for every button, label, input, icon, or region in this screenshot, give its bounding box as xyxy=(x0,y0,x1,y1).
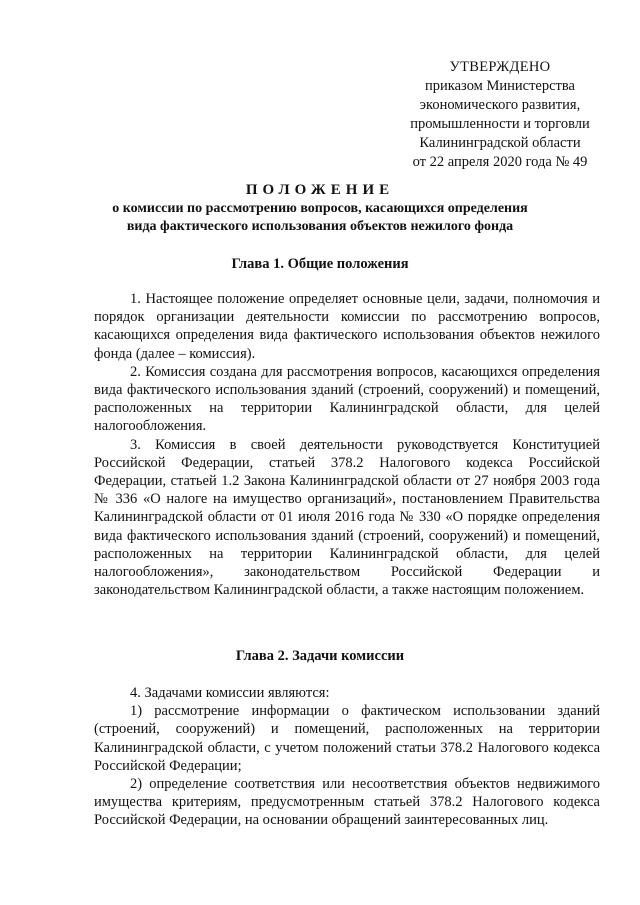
paragraph: 3. Комиссия в своей деятельности руководствуется Конституцией Российской Федерации, статьей 378.2 Налогового кодекса Российской Федерации, статьей 1.2 Закона Калининградской области от 27 ноября 2003 года № 336 «О налоге на имущество организаций», постановлением Правительства Калининградской области от 01 июля 2016 года № 330 «О порядке определения вида фактического использования зданий (строений, сооружений) и помещений, расположенных на территории Калининградской области, для целей налогообложения», законодательством Российской Федерации и законодательством Калининградской области, а также настоящим положением. xyxy=(94,436,600,599)
paragraph: 1) рассмотрение информации о фактическом использовании зданий (строений, сооружений) и помещений, расположенных на территории Калининградской области, с учетом положений статьи 378.2 Налогового кодекса Российской Федерации; xyxy=(94,703,600,774)
approval-line: экономического развития, xyxy=(419,97,581,113)
document-title-block xyxy=(0,180,640,236)
approval-stamp xyxy=(395,58,605,172)
paragraph: 1. Настоящее положение определяет основные цели, задачи, полномочия и порядок организации деятельности комиссии по рассмотрению вопросов, касающихся определения вида фактического использования объектов нежилого фонда (далее – комиссия). xyxy=(94,291,600,362)
chapter-1-body xyxy=(94,290,600,599)
approval-line: приказом Министерства xyxy=(425,78,575,94)
document-subtitle-line: вида фактического использования объектов нежилого фонда xyxy=(126,219,514,234)
document-subtitle-line: о комиссии по рассмотрению вопросов, касающихся определения xyxy=(112,201,528,216)
chapter-2-title: Глава 2. Задачи комиссии xyxy=(235,648,405,664)
approval-header: УТВЕРЖДЕНО xyxy=(449,59,551,75)
approval-line: Калининградской области xyxy=(419,135,581,151)
chapter-1-title: Глава 1. Общие положения xyxy=(231,256,409,272)
document-title: ПОЛОЖЕНИЕ xyxy=(245,182,395,198)
approval-line: от 22 апреля 2020 года № 49 xyxy=(412,154,588,170)
paragraph: 2) определение соответствия или несоответствия объектов недвижимого имущества критериям, предусмотренным статьей 378.2 Налогового кодекса Российской Федерации, на основании обращений заинтересованных лиц. xyxy=(94,776,600,829)
paragraph: 4. Задачами комиссии являются: xyxy=(130,685,330,701)
chapter-2-body xyxy=(94,684,600,830)
paragraph: 2. Комиссия создана для рассмотрения вопросов, касающихся определения вида фактического использования зданий (строений, сооружений) и помещений, расположенных на территории Калининградской области, для целей налогообложения. xyxy=(94,363,600,435)
approval-line: промышленности и торговли xyxy=(410,116,590,132)
